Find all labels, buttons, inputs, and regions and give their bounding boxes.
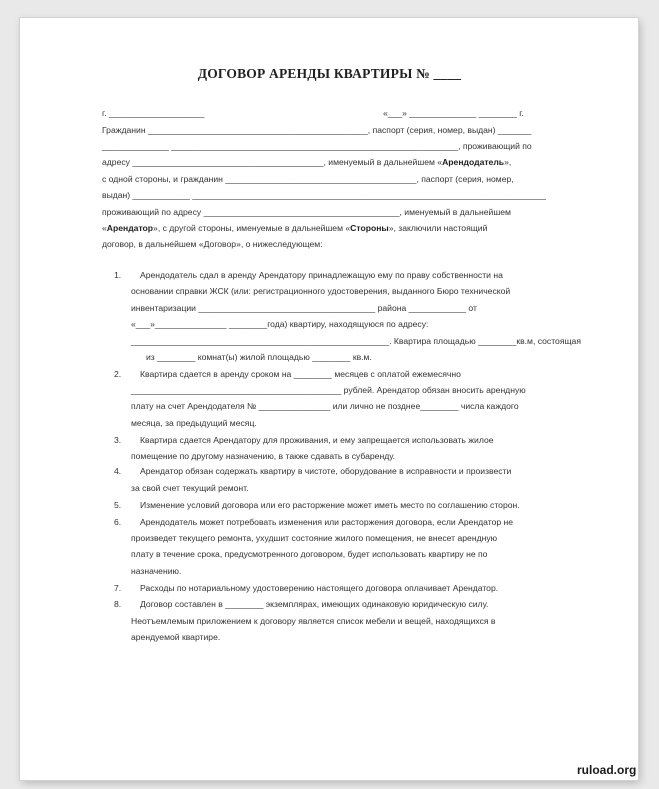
clause-line: за свой счет текущий ремонт.	[131, 483, 249, 493]
term-tenant: Арендатор	[106, 223, 154, 233]
clause-line: Расходы по нотариальному удостоверению настоящего договора оплачивает Арендатор.	[140, 583, 499, 593]
preamble-line: проживающий по адресу _________________________________________, именуемый в дальнейшем	[102, 207, 511, 217]
clause-line: произведет текущего ремонта, ухудшит состояние жилого помещения, не внесет арендную	[131, 533, 498, 543]
clause-line: плату в течение срока, предусмотренного договором, будет использовать квартиру не по	[131, 549, 488, 559]
clause-line: основании справки ЖСК (или: регистрационного удостоверения, выданного Бюро технической	[131, 286, 511, 296]
clause-number: 5.	[114, 500, 122, 510]
clause-line: Неотъемлемым приложением к договору является список мебели и вещей, находящихся в	[131, 616, 496, 626]
clause-line: «___»_______________ ________года) квартиру, находящуюся по адресу:	[131, 319, 429, 329]
clause-line: Договор составлен в ________ экземплярах, имеющих одинаковую юридическую силу.	[140, 599, 489, 609]
clause-line: Арендатор обязан содержать квартиру в чистоте, оборудование в исправности и произвести	[140, 466, 512, 476]
clause-line: Изменение условий договора или его расторжение может иметь место по соглашению сторон.	[140, 500, 520, 510]
term-parties: Стороны	[350, 223, 389, 233]
preamble-line: выдан) ____________ __________________________________________________________________________	[102, 190, 546, 200]
clause-line: помещение по другому назначению, в также сдавать в субаренду.	[131, 451, 396, 461]
clause-line: ______________________________________________________. Квартира площадью ________кв.м, состоящая	[131, 336, 581, 346]
clause-number: 4.	[114, 466, 122, 476]
clause-line: арендуемой квартире.	[131, 632, 221, 642]
clause-line: инвентаризации _____________________________________ района ____________ от	[131, 303, 477, 313]
preamble-line: Гражданин ______________________________________________, паспорт (серия, номер, выдан) _______	[102, 125, 532, 135]
preamble-line: адресу ________________________________________, именуемый в дальнейшем «Арендодатель»,	[102, 157, 512, 167]
term-landlord: Арендодатель	[442, 157, 505, 167]
clause-line: ____________________________________________ рублей. Арендатор обязан вносить арендную	[131, 385, 526, 395]
date-line: «___» ______________ ________ г.	[383, 108, 524, 118]
preamble-line: с одной стороны, и гражданин ________________________________________, паспорт (серия, номер,	[102, 174, 514, 184]
clause-line: из ________ комнат(ы) жилой площадью ________ кв.м.	[146, 352, 372, 362]
clause-number: 2.	[114, 369, 122, 379]
city-line: г. ____________________	[102, 108, 205, 118]
preamble-line: «Арендатор», с другой стороны, именуемые в дальнейшем «Стороны», заключили настоящий	[102, 223, 488, 233]
clause-number: 3.	[114, 435, 122, 445]
clause-line: Арендодатель сдал в аренду Арендатору принадлежащую ему по праву собственности на	[140, 270, 503, 280]
preamble-line: договор, в дальнейшем «Договор», о нижеследующем:	[102, 239, 323, 249]
document-title: ДОГОВОР АРЕНДЫ КВАРТИРЫ № ____	[197, 66, 462, 81]
watermark: ruload.org	[577, 763, 637, 777]
preamble-line: ______________ ____________________________________________________________, проживающий по	[102, 141, 532, 151]
clause-line: месяца, за предыдущий месяц.	[131, 418, 257, 428]
clause-line: Квартира сдается в аренду сроком на ________ месяцев с оплатой ежемесячно	[140, 369, 461, 379]
clause-line: Квартира сдается Арендатору для проживания, и ему запрещается использовать жилое	[140, 435, 494, 445]
clause-number: 1.	[114, 270, 122, 280]
clause-number: 7.	[114, 583, 122, 593]
clause-number: 6.	[114, 517, 122, 527]
clause-line: плату на счет Арендодателя № _______________ или лично не позднее________ числа каждого	[131, 401, 519, 411]
clause-line: назначению.	[131, 566, 182, 576]
clause-line: Арендодатель может потребовать изменения или расторжения договора, если Арендатор не	[140, 517, 514, 527]
clause-number: 8.	[114, 599, 122, 609]
